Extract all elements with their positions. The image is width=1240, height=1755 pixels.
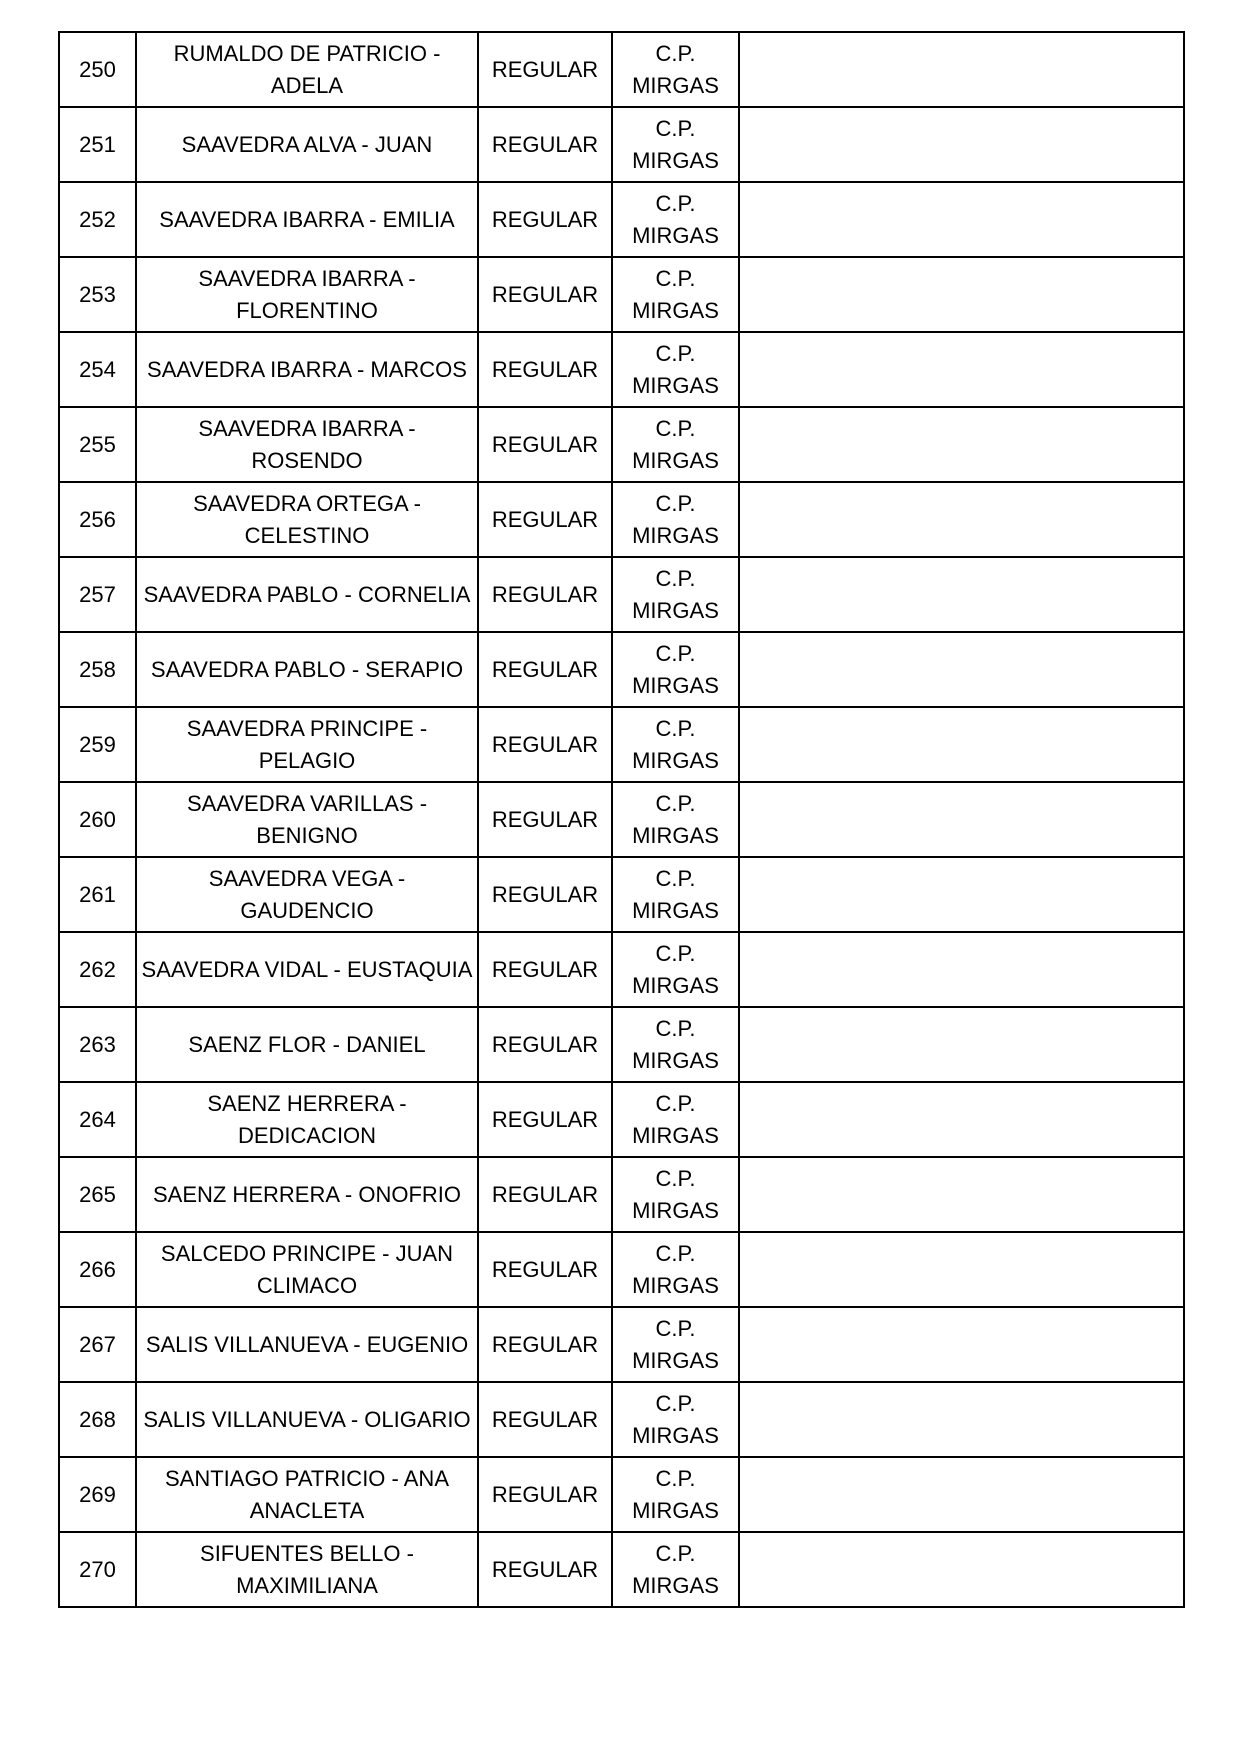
location-line-1: C.P. [655, 190, 696, 216]
member-status-cell: REGULAR [478, 857, 612, 932]
location-line-1: C.P. [655, 115, 696, 141]
location-line-1: C.P. [655, 790, 696, 816]
member-status-cell: REGULAR [478, 482, 612, 557]
member-name-cell: SALIS VILLANUEVA - EUGENIO [136, 1307, 478, 1382]
member-name-cell: SAAVEDRA IBARRA - ROSENDO [136, 407, 478, 482]
empty-cell [739, 332, 1184, 407]
member-location-cell [612, 932, 739, 1007]
table-row [59, 332, 1184, 407]
member-location-cell [612, 1382, 739, 1457]
table-row [59, 1007, 1184, 1082]
empty-cell [739, 1457, 1184, 1532]
location-line-1: C.P. [655, 940, 696, 966]
empty-cell [739, 407, 1184, 482]
row-number-cell: 265 [59, 1157, 136, 1232]
member-status-cell: REGULAR [478, 1232, 612, 1307]
location-line-2: MIRGAS [632, 1497, 719, 1523]
empty-cell [739, 932, 1184, 1007]
member-name-cell: SAAVEDRA IBARRA - MARCOS [136, 332, 478, 407]
member-location-cell [612, 1157, 739, 1232]
row-number-cell: 253 [59, 257, 136, 332]
member-status-cell: REGULAR [478, 1382, 612, 1457]
row-number-cell: 261 [59, 857, 136, 932]
member-status-cell: REGULAR [478, 632, 612, 707]
member-location-cell [612, 332, 739, 407]
row-number-cell: 269 [59, 1457, 136, 1532]
location-line-2: MIRGAS [632, 1272, 719, 1298]
location-line-1: C.P. [655, 490, 696, 516]
empty-cell [739, 257, 1184, 332]
location-line-1: C.P. [655, 715, 696, 741]
member-location-cell [612, 782, 739, 857]
member-location-cell [612, 1082, 739, 1157]
empty-cell [739, 1307, 1184, 1382]
row-number-cell: 268 [59, 1382, 136, 1457]
table-row [59, 257, 1184, 332]
member-location-cell [612, 1232, 739, 1307]
row-number-cell: 251 [59, 107, 136, 182]
location-line-2: MIRGAS [632, 672, 719, 698]
empty-cell [739, 707, 1184, 782]
location-line-2: MIRGAS [632, 822, 719, 848]
member-status-cell: REGULAR [478, 332, 612, 407]
row-number-cell: 259 [59, 707, 136, 782]
member-name-cell: SAAVEDRA ALVA - JUAN [136, 107, 478, 182]
location-line-1: C.P. [655, 865, 696, 891]
member-status-cell: REGULAR [478, 1532, 612, 1607]
location-line-2: MIRGAS [632, 1122, 719, 1148]
member-status-cell: REGULAR [478, 932, 612, 1007]
member-name-cell: SALIS VILLANUEVA - OLIGARIO [136, 1382, 478, 1457]
table-row [59, 857, 1184, 932]
member-status-cell: REGULAR [478, 782, 612, 857]
table-row [59, 632, 1184, 707]
member-location-cell [612, 1532, 739, 1607]
row-number-cell: 266 [59, 1232, 136, 1307]
location-line-1: C.P. [655, 1390, 696, 1416]
location-line-1: C.P. [655, 1165, 696, 1191]
member-status-cell: REGULAR [478, 707, 612, 782]
row-number-cell: 270 [59, 1532, 136, 1607]
member-location-cell [612, 32, 739, 107]
table-row [59, 1157, 1184, 1232]
empty-cell [739, 1007, 1184, 1082]
table-row [59, 1457, 1184, 1532]
table-row [59, 782, 1184, 857]
empty-cell [739, 107, 1184, 182]
member-status-cell: REGULAR [478, 1082, 612, 1157]
location-line-2: MIRGAS [632, 522, 719, 548]
location-line-2: MIRGAS [632, 1347, 719, 1373]
table-row [59, 32, 1184, 107]
member-location-cell [612, 482, 739, 557]
row-number-cell: 263 [59, 1007, 136, 1082]
location-line-1: C.P. [655, 1090, 696, 1116]
row-number-cell: 258 [59, 632, 136, 707]
member-location-cell [612, 107, 739, 182]
member-name-cell: SAENZ HERRERA - ONOFRIO [136, 1157, 478, 1232]
table-row [59, 1307, 1184, 1382]
member-location-cell [612, 1457, 739, 1532]
location-line-1: C.P. [655, 1240, 696, 1266]
table-row [59, 1382, 1184, 1457]
row-number-cell: 260 [59, 782, 136, 857]
empty-cell [739, 632, 1184, 707]
location-line-2: MIRGAS [632, 597, 719, 623]
empty-cell [739, 482, 1184, 557]
location-line-1: C.P. [655, 1315, 696, 1341]
member-name-cell: SAENZ FLOR - DANIEL [136, 1007, 478, 1082]
member-status-cell: REGULAR [478, 257, 612, 332]
member-location-cell [612, 407, 739, 482]
member-name-cell: SAAVEDRA IBARRA - FLORENTINO [136, 257, 478, 332]
member-location-cell [612, 707, 739, 782]
member-name-cell: SAENZ HERRERA - DEDICACION [136, 1082, 478, 1157]
location-line-2: MIRGAS [632, 147, 719, 173]
member-location-cell [612, 557, 739, 632]
table-row [59, 1532, 1184, 1607]
member-status-cell: REGULAR [478, 1157, 612, 1232]
row-number-cell: 255 [59, 407, 136, 482]
location-line-1: C.P. [655, 415, 696, 441]
row-number-cell: 257 [59, 557, 136, 632]
member-status-cell: REGULAR [478, 182, 612, 257]
empty-cell [739, 857, 1184, 932]
location-line-2: MIRGAS [632, 72, 719, 98]
table-row [59, 932, 1184, 1007]
empty-cell [739, 1232, 1184, 1307]
member-name-cell: SAAVEDRA IBARRA - EMILIA [136, 182, 478, 257]
row-number-cell: 250 [59, 32, 136, 107]
member-name-cell: SANTIAGO PATRICIO - ANA ANACLETA [136, 1457, 478, 1532]
member-location-cell [612, 257, 739, 332]
location-line-1: C.P. [655, 40, 696, 66]
member-name-cell: SAAVEDRA VIDAL - EUSTAQUIA [136, 932, 478, 1007]
location-line-1: C.P. [655, 1015, 696, 1041]
row-number-cell: 267 [59, 1307, 136, 1382]
member-status-cell: REGULAR [478, 1007, 612, 1082]
table-row [59, 107, 1184, 182]
member-location-cell [612, 1007, 739, 1082]
location-line-2: MIRGAS [632, 972, 719, 998]
member-status-cell: REGULAR [478, 1457, 612, 1532]
location-line-2: MIRGAS [632, 447, 719, 473]
location-line-1: C.P. [655, 1465, 696, 1491]
member-status-cell: REGULAR [478, 32, 612, 107]
row-number-cell: 256 [59, 482, 136, 557]
empty-cell [739, 32, 1184, 107]
member-status-cell: REGULAR [478, 107, 612, 182]
table-row [59, 1232, 1184, 1307]
empty-cell [739, 1382, 1184, 1457]
location-line-1: C.P. [655, 640, 696, 666]
location-line-1: C.P. [655, 1540, 696, 1566]
member-location-cell [612, 857, 739, 932]
table-row [59, 407, 1184, 482]
empty-cell [739, 782, 1184, 857]
registry-table-body [59, 32, 1184, 1607]
location-line-2: MIRGAS [632, 222, 719, 248]
member-name-cell: SAAVEDRA VEGA - GAUDENCIO [136, 857, 478, 932]
location-line-2: MIRGAS [632, 1197, 719, 1223]
member-name-cell: SAAVEDRA VARILLAS - BENIGNO [136, 782, 478, 857]
location-line-2: MIRGAS [632, 1047, 719, 1073]
member-name-cell: SAAVEDRA PABLO - SERAPIO [136, 632, 478, 707]
member-location-cell [612, 1307, 739, 1382]
row-number-cell: 262 [59, 932, 136, 1007]
member-name-cell: RUMALDO DE PATRICIO - ADELA [136, 32, 478, 107]
table-row [59, 482, 1184, 557]
empty-cell [739, 557, 1184, 632]
location-line-2: MIRGAS [632, 747, 719, 773]
table-row [59, 182, 1184, 257]
empty-cell [739, 1082, 1184, 1157]
member-name-cell: SAAVEDRA ORTEGA - CELESTINO [136, 482, 478, 557]
location-line-2: MIRGAS [632, 1572, 719, 1598]
empty-cell [739, 1532, 1184, 1607]
row-number-cell: 252 [59, 182, 136, 257]
location-line-1: C.P. [655, 265, 696, 291]
member-location-cell [612, 182, 739, 257]
member-registry-table [58, 31, 1185, 1608]
member-name-cell: SAAVEDRA PABLO - CORNELIA [136, 557, 478, 632]
empty-cell [739, 182, 1184, 257]
location-line-2: MIRGAS [632, 897, 719, 923]
member-status-cell: REGULAR [478, 557, 612, 632]
member-status-cell: REGULAR [478, 407, 612, 482]
row-number-cell: 254 [59, 332, 136, 407]
member-status-cell: REGULAR [478, 1307, 612, 1382]
member-name-cell: SAAVEDRA PRINCIPE - PELAGIO [136, 707, 478, 782]
member-location-cell [612, 632, 739, 707]
location-line-1: C.P. [655, 340, 696, 366]
location-line-2: MIRGAS [632, 372, 719, 398]
table-row [59, 707, 1184, 782]
member-name-cell: SIFUENTES BELLO - MAXIMILIANA [136, 1532, 478, 1607]
table-row [59, 1082, 1184, 1157]
row-number-cell: 264 [59, 1082, 136, 1157]
location-line-2: MIRGAS [632, 1422, 719, 1448]
member-name-cell: SALCEDO PRINCIPE - JUAN CLIMACO [136, 1232, 478, 1307]
table-row [59, 557, 1184, 632]
location-line-1: C.P. [655, 565, 696, 591]
location-line-2: MIRGAS [632, 297, 719, 323]
empty-cell [739, 1157, 1184, 1232]
